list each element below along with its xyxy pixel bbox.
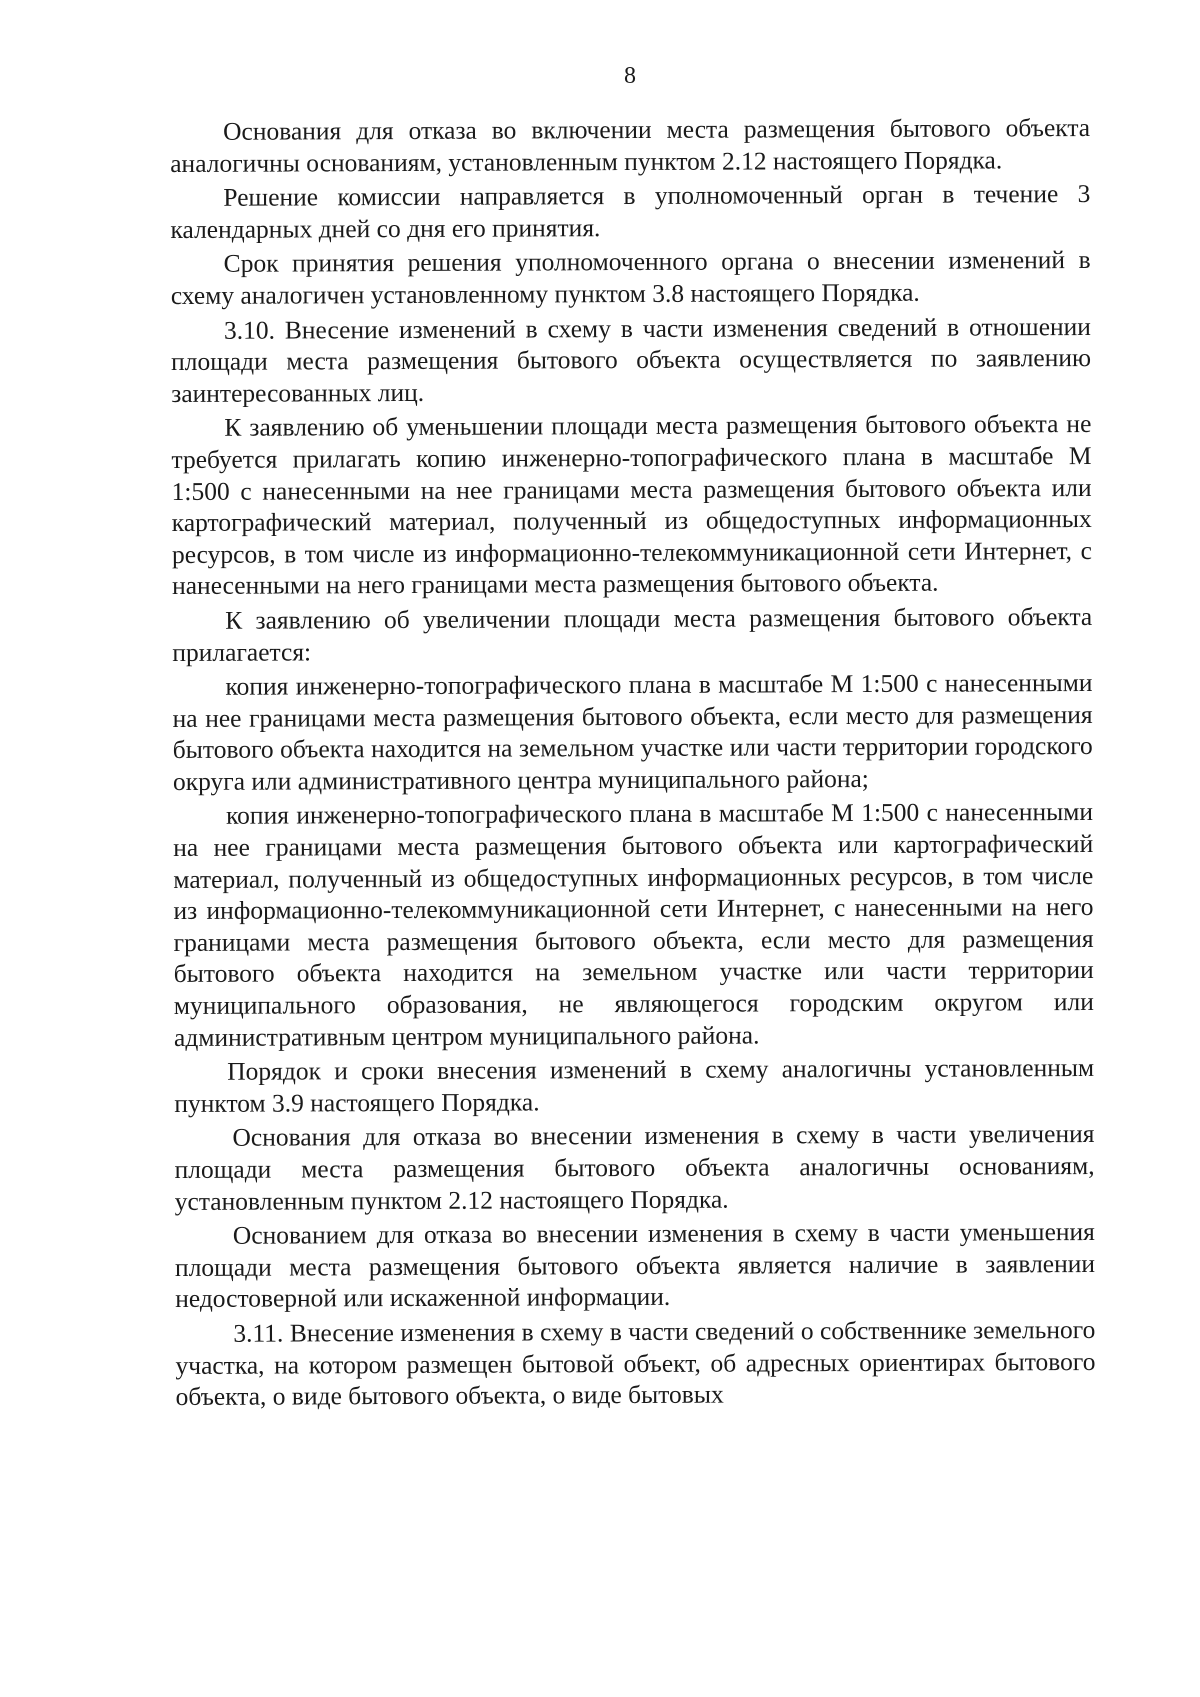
paragraph-section-3-11: 3.11. Внесение изменения в схему в части сведений о собственнике земельного участка, на котором размещен бытовой объект, об адресных ориентирах бытового объекта, о виде бытового объекта, о виде бытовых bbox=[175, 1314, 1096, 1412]
paragraph-refusal-grounds-inclusion: Основания для отказа во включении места размещения бытового объекта аналогичны основаниям, установленным пунктом 2.12 настоящего Порядка. bbox=[170, 112, 1091, 178]
paragraph-area-increase: К заявлению об увеличении площади места размещения бытового объекта прилагается: bbox=[172, 601, 1093, 667]
paragraph-area-decrease: К заявлению об уменьшении площади места размещения бытового объекта не требуется прилагать копию инженерно-топографического плана в масштабе М 1:500 с нанесенными на нее границами места размещения бытового объекта или картографический материал, полученный из общедоступных информационных ресурсов, в том числе из информационно-телекоммуникационной сети Интернет, с нанесенными на него границами места размещения бытового объекта. bbox=[171, 409, 1092, 601]
paragraph-refusal-grounds-increase: Основания для отказа во внесении изменения в схему в части увеличения площади места размещения бытового объекта аналогичны основаниям, установленным пунктом 2.12 настоящего Порядка. bbox=[174, 1119, 1095, 1216]
paragraph-refusal-grounds-decrease: Основанием для отказа во внесении изменения в схему в части уменьшения площади места размещения бытового объекта является наличие в заявлении недостоверной или искаженной информации. bbox=[174, 1217, 1096, 1314]
list-item-plan-copy-rural: копия инженерно-топографического плана в масштабе М 1:500 с нанесенными на нее границами места размещения бытового объекта или картографический материал, полученный из общедоступных информационных ресурсов, в том числе из информационно-телекоммуникационной сети Интернет, с нанесенными на него границами места размещения бытового объекта, если место для размещения бытового объекта находится на земельном участке или части территории муниципального образования, не являющегося городским округом или административным центром муниципального района. bbox=[173, 797, 1094, 1052]
paragraph-decision-term: Срок принятия решения уполномоченного органа о внесении изменений в схему аналогичен установленному пунктом 3.8 настоящего Порядка. bbox=[170, 245, 1091, 310]
page-number: 8 bbox=[624, 63, 636, 89]
document-body bbox=[170, 112, 1096, 1416]
paragraph-procedure-terms: Порядок и сроки внесения изменений в схему аналогичны установленным пунктом 3.9 настоящего Порядка. bbox=[174, 1053, 1095, 1118]
paragraph-section-3-10: 3.10. Внесение изменений в схему в части изменения сведений в отношении площади места размещения бытового объекта осуществляется по заявлению заинтересованных лиц. bbox=[171, 311, 1092, 408]
paragraph-commission-decision: Решение комиссии направляется в уполномоченный орган в течение 3 календарных дней со дня его принятия. bbox=[170, 179, 1091, 244]
list-item-plan-copy-urban: копия инженерно-топографического плана в масштабе М 1:500 с нанесенными на нее границами места размещения бытового объекта, если место для размещения бытового объекта находится на земельном участке или части территории городского округа или административного центра муниципального района; bbox=[172, 668, 1093, 796]
